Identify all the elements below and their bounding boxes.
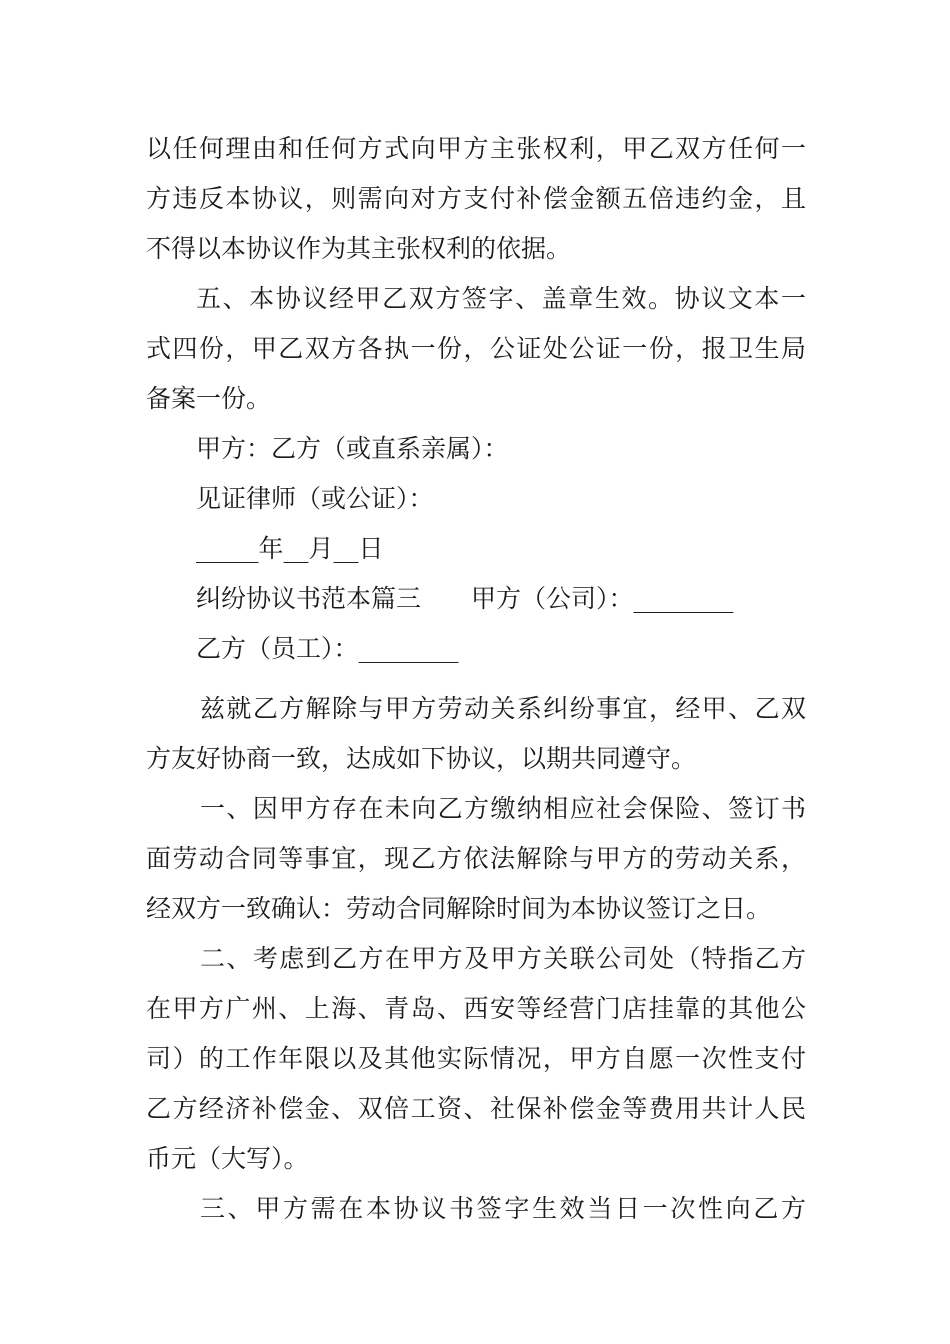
paragraph-line: 不得以本协议作为其主张权利的依据。 [146, 234, 572, 263]
clause-one-line: 一、因甲方存在未向乙方缴纳相应社会保险、签订书 [200, 794, 806, 823]
date-line: _____年__月__日 [196, 534, 384, 563]
signature-parties-line: 甲方：乙方（或直系亲属）： [196, 434, 509, 463]
paragraph-line: 方违反本协议，则需向对方支付补偿金额五倍违约金，且 [146, 184, 806, 213]
paragraph-line: 司）的工作年限以及其他实际情况，甲方自愿一次性支付 [146, 1044, 806, 1073]
paragraph-line: 式四份，甲乙双方各执一份，公证处公证一份，报卫生局 [146, 334, 806, 363]
paragraph-line: 乙方经济补偿金、双倍工资、社保补偿金等费用共计人民 [146, 1094, 806, 1123]
clause-five-line: 五、本协议经甲乙双方签字、盖章生效。协议文本一 [196, 284, 806, 313]
paragraph-line: 面劳动合同等事宜，现乙方依法解除与甲方的劳动关系， [146, 844, 806, 873]
paragraph-line: 经双方一致确认：劳动合同解除时间为本协议签订之日。 [146, 894, 772, 923]
clause-two-line: 二、考虑到乙方在甲方及甲方关联公司处（特指乙方 [200, 944, 806, 973]
section-title-line: 纠纷协议书范本篇三 甲方（公司）：________ [196, 584, 734, 613]
paragraph-line: 币元（大写）。 [146, 1144, 309, 1173]
paragraph-line: 方友好协商一致，达成如下协议，以期共同遵守。 [146, 744, 697, 773]
paragraph-line: 备案一份。 [146, 384, 272, 413]
clause-three-line: 三、甲方需在本协议书签字生效当日一次性向乙方 [200, 1194, 806, 1223]
paragraph-line: 在甲方广州、上海、青岛、西安等经营门店挂靠的其他公 [146, 994, 806, 1023]
witness-lawyer-line: 见证律师（或公证）： [196, 484, 434, 513]
paragraph-line: 以任何理由和任何方式向甲方主张权利，甲乙双方任何一 [146, 134, 806, 163]
intro-paragraph-line: 兹就乙方解除与甲方劳动关系纠纷事宜，经甲、乙双 [200, 694, 806, 723]
party-b-line: 乙方（员工）：________ [196, 634, 459, 663]
